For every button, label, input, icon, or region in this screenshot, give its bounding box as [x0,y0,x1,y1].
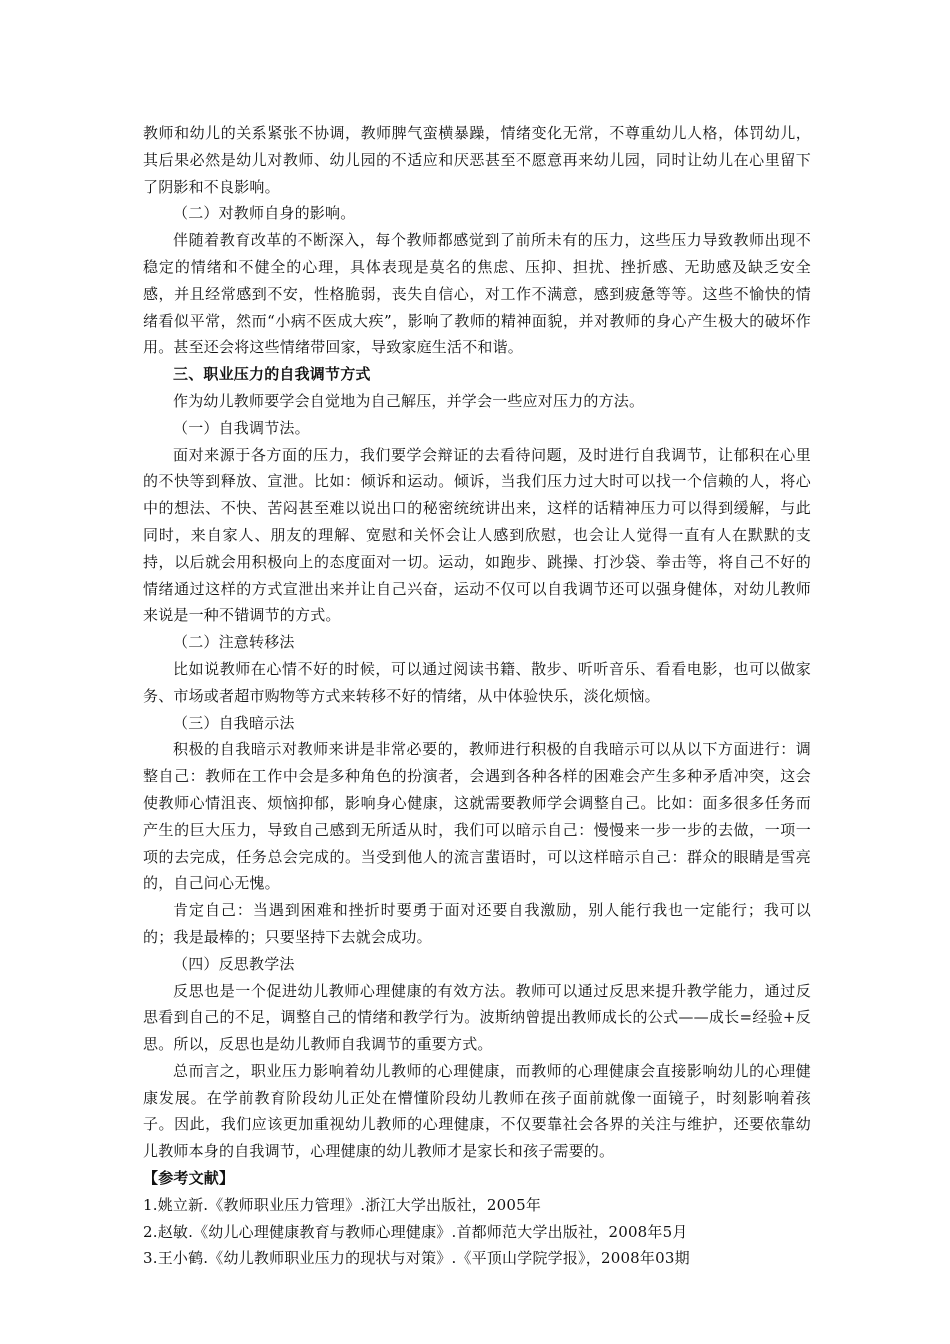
body-paragraph: 面对来源于各方面的压力，我们要学会辩证的去看待问题，及时进行自我调节，让郁积在心里的不快等到释放、宣泄。比如：倾诉和运动。倾诉，当我们压力过大时可以找一个信赖的人，将心中的想法、不快、苦闷甚至难以说出口的秘密统统讲出来，这样的话精神压力可以得到缓解，与此同时，来自家人、朋友的理解、宽慰和关怀会让人感到欣慰，也会让人觉得一直有人在默默的支持，以后就会用积极向上的态度面对一切。运动，如跑步、跳操、打沙袋、拳击等，将自己不好的情绪通过这样的方式宣泄出来并让自己兴奋，运动不仅可以自我调节还可以强身健体，对幼儿教师来说是一种不错调节的方式。 [143,445,811,625]
references-heading: 【参考文献】 [143,1169,235,1188]
body-paragraph: 作为幼儿教师要学会自觉地为自己解压，并学会一些应对压力的方法。 [173,391,645,410]
body-paragraph: 肯定自己：当遇到困难和挫折时要勇于面对还要自我激励，别人能行我也一定能行；我可以的；我是最棒的；只要坚持下去就会成功。 [143,901,811,946]
reference-item: 1.姚立新.《教师职业压力管理》.浙江大学出版社，2005年 [143,1195,542,1214]
reference-item: 2.赵敏.《幼儿心理健康教育与教师心理健康》.首都师范大学出版社，2008年5月 [143,1222,688,1241]
section-heading: 三、职业压力的自我调节方式 [173,365,371,384]
subheading-self-suggestion: （三）自我暗示法 [173,713,295,732]
body-paragraph: 反思也是一个促进幼儿教师心理健康的有效方法。教师可以通过反思来提升教学能力，通过反思看到自己的不足，调整自己的情绪和教学行为。波斯纳曾提出教师成长的公式——成长=经验+反思。所以，反思也是幼儿教师自我调节的重要方式。 [143,981,811,1054]
body-paragraph: 教师和幼儿的关系紧张不协调，教师脾气蛮横暴躁，情绪变化无常，不尊重幼儿人格，体罚幼儿，其后果必然是幼儿对教师、幼儿园的不适应和厌恶甚至不愿意再来幼儿园，同时让幼儿在心里留下了阴影和不良影响。 [143,124,811,196]
reference-item: 3.王小鹤.《幼儿教师职业压力的现状与对策》.《平顶山学院学报》，2008年03期 [143,1249,690,1268]
body-paragraph: 积极的自我暗示对教师来讲是非常必要的，教师进行积极的自我暗示可以从以下方面进行：调整自己：教师在工作中会是多种角色的扮演者，会遇到各种各样的困难会产生多种矛盾冲突，这会使教师心情沮丧、烦恼抑郁，影响身心健康，这就需要教师学会调整自己。比如：面多很多任务而产生的巨大压力，导致自己感到无所适从时，我们可以暗示自己：慢慢来一步一步的去做，一项一项的去完成，任务总会完成的。当受到他人的流言蜚语时，可以这样暗示自己：群众的眼睛是雪亮的，自己问心无愧。 [143,740,811,893]
subheading-attention-shift: （二）注意转移法 [173,633,295,652]
subheading-self-impact: （二）对教师自身的影响。 [173,204,356,223]
subheading-reflection: （四）反思教学法 [173,954,295,973]
subheading-self-regulation: （一）自我调节法。 [173,418,310,437]
body-paragraph: 总而言之，职业压力影响着幼儿教师的心理健康，而教师的心理健康会直接影响幼儿的心理健康发展。在学前教育阶段幼儿正处在懵懂阶段幼儿教师在孩子面前就像一面镜子，时刻影响着孩子。因此，我们应该更加重视幼儿教师的心理健康，不仅要靠社会各界的关注与维护，还要依靠幼儿教师本身的自我调节，心理健康的幼儿教师才是家长和孩子需要的。 [143,1061,811,1161]
document-page [143,120,811,1272]
body-paragraph: 伴随着教育改革的不断深入，每个教师都感觉到了前所未有的压力，这些压力导致教师出现不稳定的情绪和不健全的心理，具体表现是莫名的焦虑、压抑、担扰、挫折感、无助感及缺乏安全感，并且经常感到不安，性格脆弱，丧失自信心，对工作不满意，感到疲惫等等。这些不愉快的情绪看似平常，然而“小病不医成大疾”，影响了教师的精神面貌，并对教师的身心产生极大的破坏作用。甚至还会将这些情绪带回家，导致家庭生活不和谐。 [143,231,811,357]
body-paragraph: 比如说教师在心情不好的时候，可以通过阅读书籍、散步、听听音乐、看看电影，也可以做家务、市场或者超市购物等方式来转移不好的情绪，从中体验快乐，淡化烦恼。 [143,659,811,705]
